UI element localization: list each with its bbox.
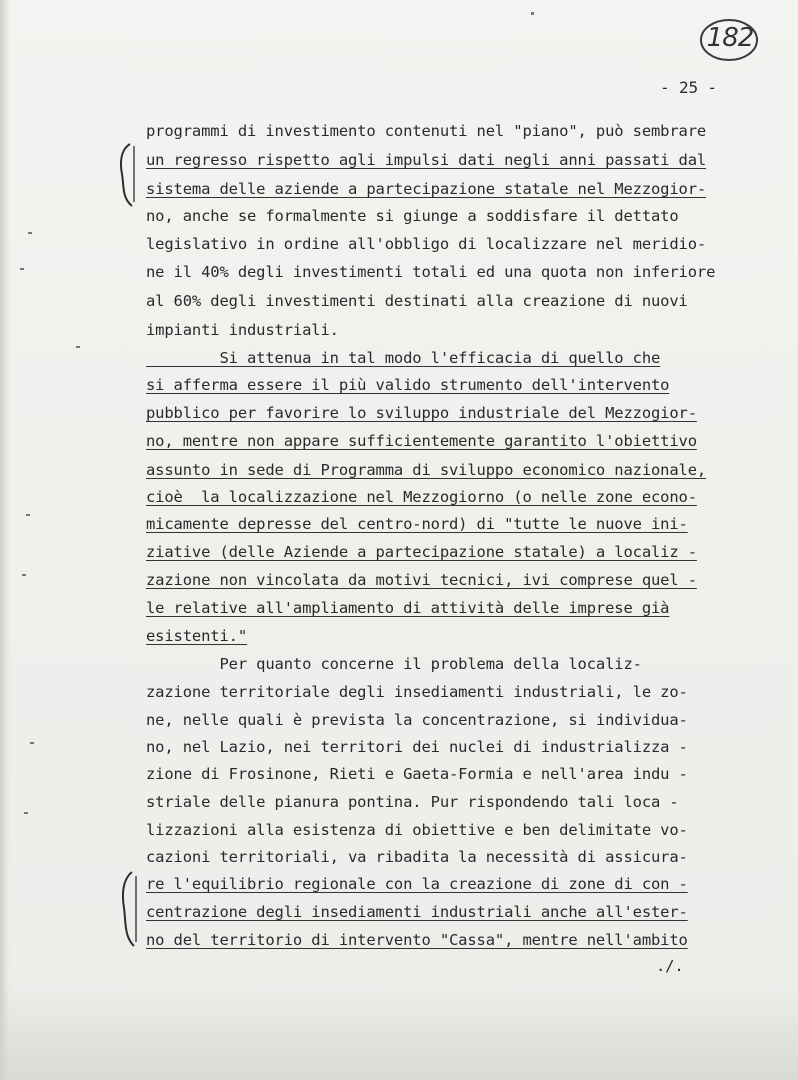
text-line: cazioni territoriali, va ribadita la necessità di assicura-: [146, 848, 688, 866]
text-line: centrazione degli insediamenti industriali anche all'ester-: [146, 903, 688, 921]
page-number: - 25 -: [660, 78, 717, 97]
text-line: cioè la localizzazione nel Mezzogiorno (o nelle zone econo-: [146, 488, 697, 506]
scan-edge-shadow: [0, 0, 10, 1080]
text-line: micamente depresse del centro-nord) di "tutte le nuove ini-: [146, 515, 688, 533]
scan-speck: [531, 12, 534, 15]
text-line: no, anche se formalmente si giunge a soddisfare il dettato: [146, 207, 679, 225]
text-line: re l'equilibrio regionale con la creazione di zone di con -: [146, 875, 688, 893]
text-line: impianti industriali.: [146, 321, 339, 339]
text-line: si afferma essere il più valido strumento dell'intervento: [146, 376, 670, 394]
text-line: pubblico per favorire lo sviluppo industriale del Mezzogior-: [146, 404, 697, 422]
scan-speck: [20, 268, 24, 270]
scan-speck: [76, 346, 80, 348]
text-line: Si attenua in tal modo l'efficacia di quello che: [146, 349, 661, 367]
scan-speck: [22, 574, 26, 576]
margin-bracket: [112, 140, 142, 210]
text-line: no del territorio di intervento "Cassa", mentre nell'ambito: [146, 931, 688, 949]
text-line: al 60% degli investimenti destinati alla creazione di nuovi: [146, 292, 688, 310]
text-line: assunto in sede di Programma di sviluppo economico nazionale,: [146, 461, 707, 479]
text-line: ne, nelle quali è prevista la concentrazione, si individua-: [146, 711, 688, 729]
text-line: un regresso rispetto agli impulsi dati negli anni passati dal: [146, 151, 707, 169]
text-line: zazione territoriale degli insediamenti industriali, le zo-: [146, 683, 688, 701]
scan-bottom-shadow: [0, 985, 798, 1080]
text-line: le relative all'ampliamento di attività delle imprese già: [146, 599, 670, 617]
scan-speck: [24, 812, 28, 814]
text-line: no, nel Lazio, nei territori dei nuclei di industrializza -: [146, 738, 688, 756]
text-line: lizzazioni alla esistenza di obiettive e ben delimitate vo-: [146, 821, 688, 839]
text-line: ziative (delle Aziende a partecipazione statale) a localiz -: [146, 543, 697, 561]
margin-bracket: [112, 868, 142, 950]
scan-speck: [28, 232, 32, 234]
scan-speck: [26, 514, 30, 516]
text-line: ne il 40% degli investimenti totali ed una quota non inferiore: [146, 263, 716, 281]
text-line: Per quanto concerne il problema della localiz-: [146, 655, 642, 673]
text-line: programmi di investimento contenuti nel "piano", può sembrare: [146, 122, 707, 140]
scan-speck: [30, 742, 34, 744]
continuation-mark: ./.: [656, 957, 684, 975]
text-line: no, mentre non appare sufficientemente garantito l'obiettivo: [146, 432, 697, 450]
text-line: zione di Frosinone, Rieti e Gaeta-Formia e nell'area indu -: [146, 765, 688, 783]
text-line: legislativo in ordine all'obbligo di localizzare nel meridio-: [146, 235, 707, 253]
text-line: striale delle pianura pontina. Pur rispondendo tali loca -: [146, 793, 679, 811]
text-line: esistenti.": [146, 627, 247, 645]
text-line: zazione non vincolata da motivi tecnici, ivi comprese quel -: [146, 571, 697, 589]
text-line: sistema delle aziende a partecipazione statale nel Mezzogior-: [146, 180, 707, 198]
archive-number: 182: [706, 23, 754, 53]
